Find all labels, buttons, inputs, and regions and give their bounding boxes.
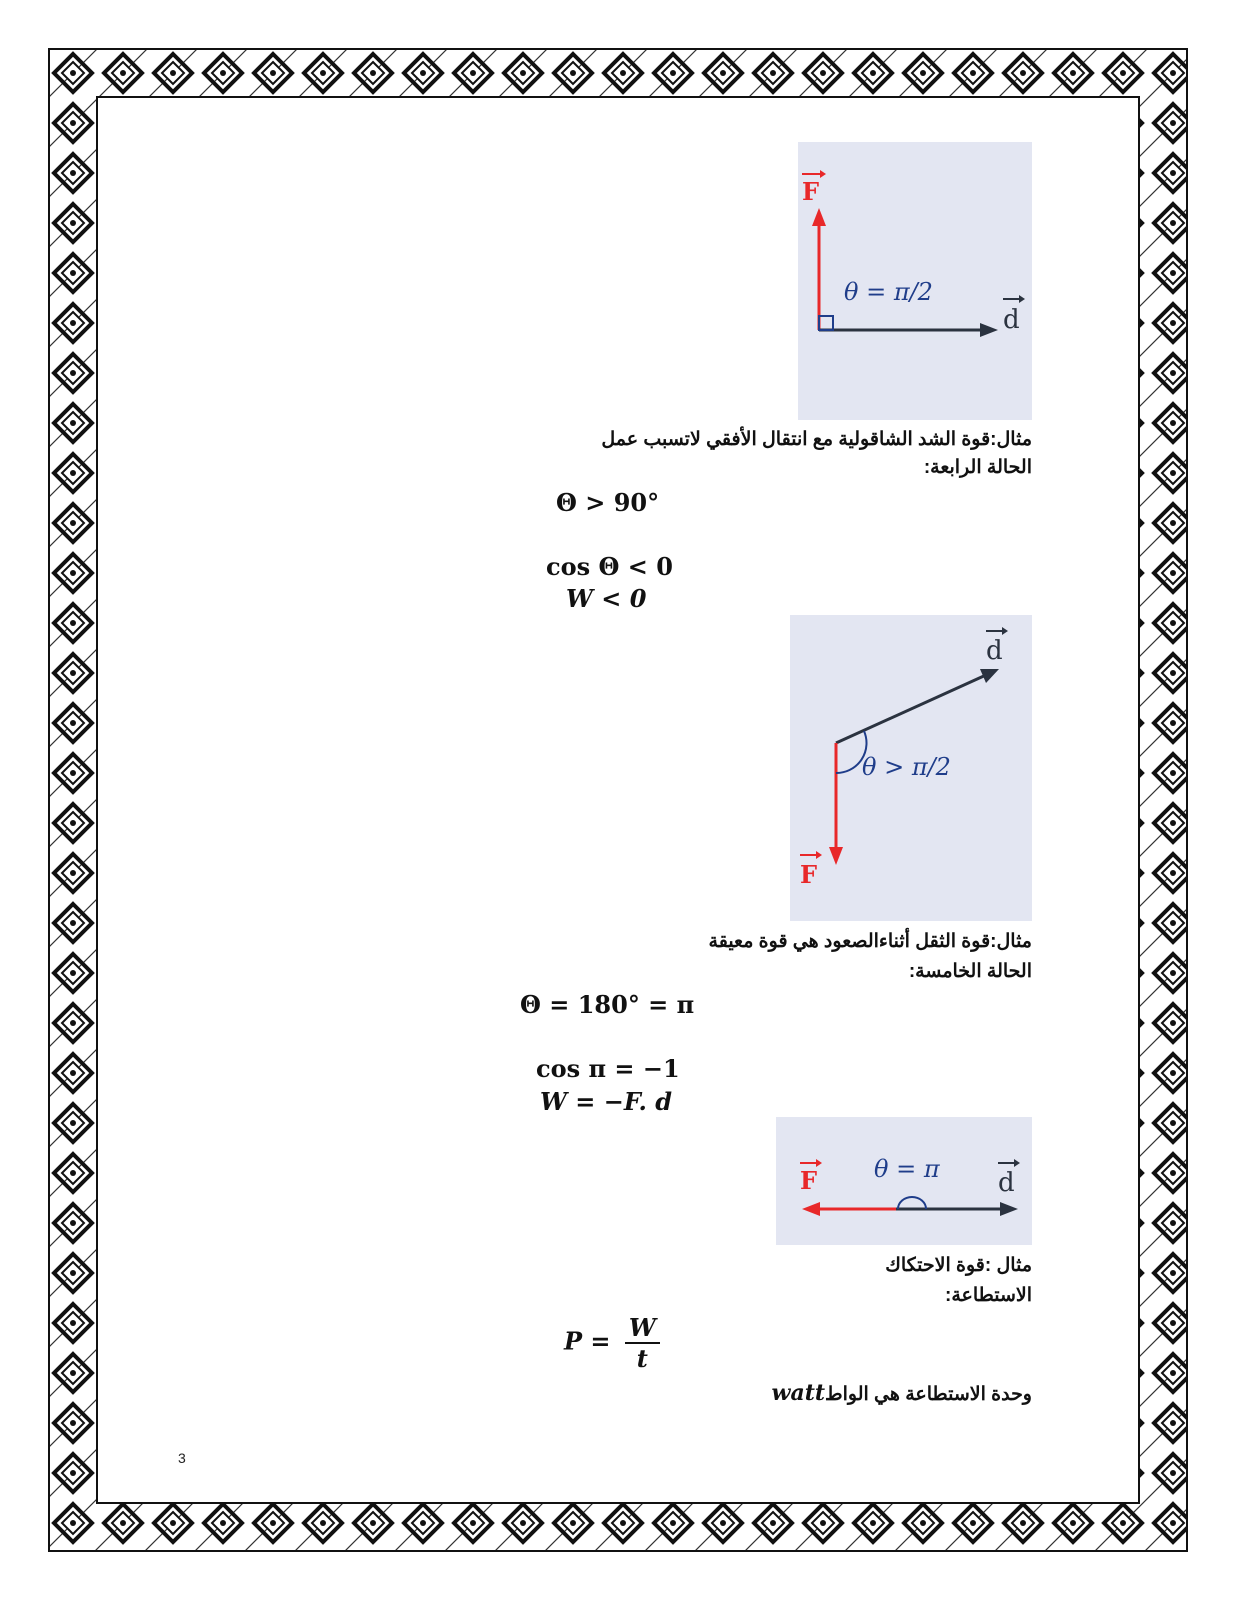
force-label: F (800, 860, 818, 889)
heading-case4: الحالة الرابعة: (923, 457, 1032, 478)
figure-obtuse-angle (790, 615, 1032, 921)
page-number: 3 (178, 1450, 186, 1466)
force-label: F (800, 1166, 818, 1195)
power-lhs: P = (564, 1326, 611, 1356)
example-case4: مثال:قوة الشد الشاقولية مع انتقال الأفقي لاتسبب عمل (601, 429, 1032, 450)
power-unit-line (772, 1380, 1032, 1406)
angle-label: θ = π (874, 1155, 940, 1183)
power-numerator: W (625, 1313, 660, 1344)
eq-work-minus-fd: W = −F. d (540, 1087, 672, 1116)
angle-label: θ = π/2 (844, 278, 933, 306)
figure-right-angle (798, 142, 1032, 420)
power-unit-symbol: watt (771, 1380, 826, 1406)
eq-theta-180: Θ = 180° = π (520, 990, 695, 1019)
eq-work-negative: W < 0 (566, 584, 647, 613)
eq-cos-pi: cos π = −1 (536, 1054, 680, 1083)
power-denominator: t (636, 1344, 648, 1373)
heading-power: الاستطاعة: (945, 1285, 1032, 1306)
angle-label: θ > π/2 (862, 753, 951, 781)
power-unit-text: وحدة الاستطاعة هي الواط (825, 1384, 1032, 1405)
power-fraction (625, 1313, 660, 1373)
displacement-label: d (1003, 305, 1020, 335)
displacement-label: d (998, 1168, 1015, 1198)
displacement-label: d (986, 636, 1003, 666)
eq-theta-greater-90: Θ > 90° (556, 488, 660, 517)
eq-power (564, 1313, 660, 1373)
force-label: F (802, 177, 820, 206)
figure-straight-angle (776, 1117, 1032, 1245)
example-power: مثال :قوة الاحتكاك (885, 1255, 1032, 1276)
eq-cos-negative: cos Θ < 0 (546, 552, 673, 581)
heading-case5: الحالة الخامسة: (908, 961, 1032, 982)
example-case5: مثال:قوة الثقل أثناءالصعود هي قوة معيقة (708, 931, 1032, 952)
